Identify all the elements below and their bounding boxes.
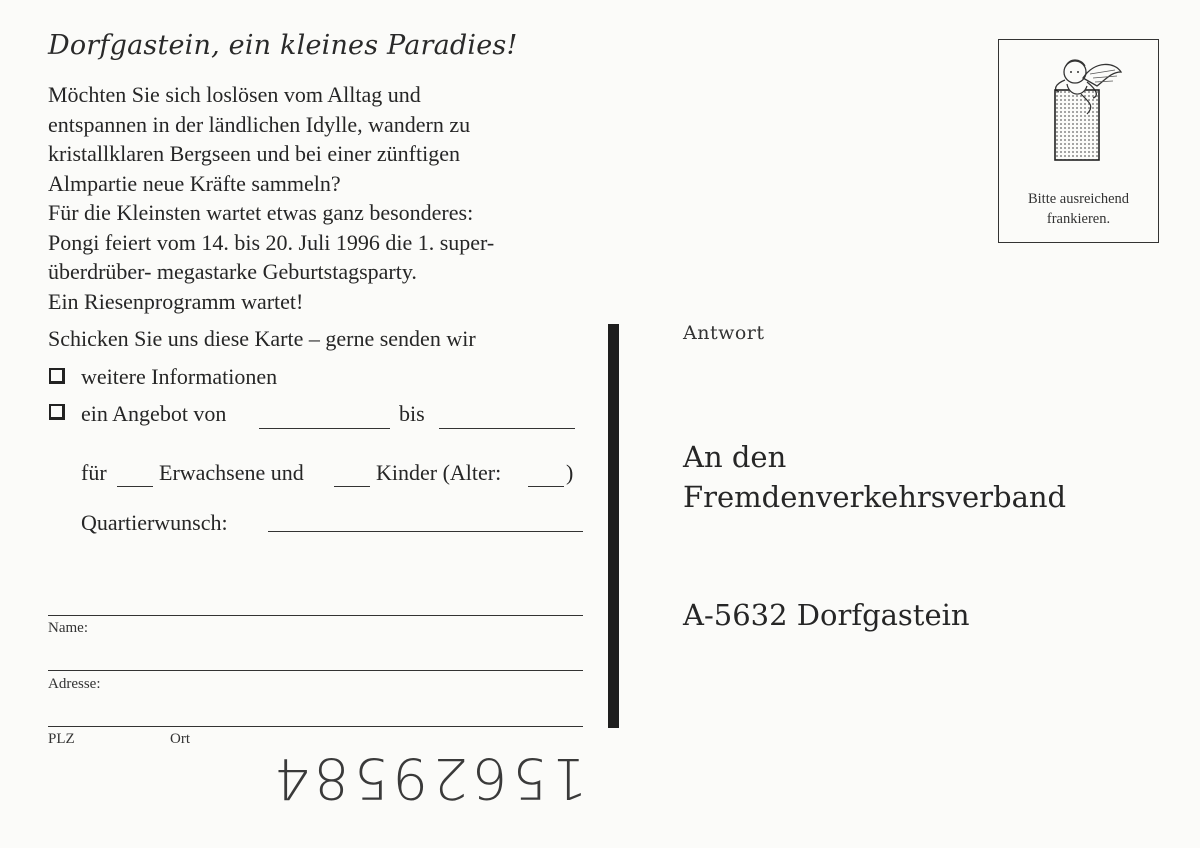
recipient-line-2: Fremdenverkehrsverband <box>683 480 1067 514</box>
info-checkbox[interactable] <box>49 368 65 384</box>
offer-checkbox[interactable] <box>49 404 65 420</box>
stamp-line-2: frankieren. <box>1046 211 1111 227</box>
intro-paragraph <box>48 80 608 316</box>
name-field[interactable] <box>48 615 583 616</box>
card-title: Dorfgastein, ein kleines Paradies! <box>48 30 518 61</box>
intro-line: Pongi feiert vom 14. bis 20. Juli 1996 die 1. super- <box>48 229 495 255</box>
children-label: Kinder (Alter: <box>376 460 502 485</box>
info-option-label: weitere Informationen <box>81 364 278 389</box>
stamp-instruction <box>999 189 1158 229</box>
adults-label: Erwachsene und <box>159 460 304 485</box>
form-prompt: Schicken Sie uns diese Karte – gerne senden wir <box>48 326 476 351</box>
offer-to-field[interactable] <box>439 428 575 429</box>
card-divider <box>608 324 619 728</box>
intro-line: Möchten Sie sich loslösen vom Alltag und <box>48 82 421 107</box>
quartier-field[interactable] <box>268 531 583 532</box>
fuer-label: für <box>81 460 107 485</box>
children-close-paren: ) <box>566 460 574 485</box>
children-count-field[interactable] <box>334 486 370 487</box>
intro-line: Ein Riesenprogramm wartet! <box>48 288 304 314</box>
intro-line: Für die Kleinsten wartet etwas ganz besonderes: <box>48 200 474 225</box>
ort-label: Ort <box>170 731 190 747</box>
intro-line: Almpartie neue Kräfte sammeln? <box>48 170 341 196</box>
intro-line: entspannen in der ländlichen Idylle, wandern zu <box>48 111 471 137</box>
address-field[interactable] <box>48 670 583 671</box>
intro-line: kristallklaren Bergseen und bei einer zünftigen <box>48 141 460 166</box>
stamp-box <box>998 39 1159 243</box>
recipient-line-1: An den <box>683 440 787 474</box>
quartier-label: Quartierwunsch: <box>81 510 228 535</box>
cherub-icon <box>1035 50 1125 165</box>
children-age-field[interactable] <box>528 486 564 487</box>
plz-ort-field[interactable] <box>48 726 583 727</box>
name-label: Name: <box>48 620 88 636</box>
stamp-line-1: Bitte ausreichend <box>1027 191 1130 207</box>
offer-bis-label: bis <box>399 401 425 426</box>
recipient-postcode-city: A-5632 Dorfgastein <box>683 598 970 632</box>
offer-from-field[interactable] <box>259 428 390 429</box>
plz-label: PLZ <box>48 731 75 747</box>
handwritten-number: 15629584 <box>270 745 588 810</box>
reply-label: Antwort <box>683 322 765 344</box>
intro-line: überdrüber- megastarke Geburtstagsparty. <box>48 259 417 284</box>
offer-option-label: ein Angebot von <box>81 401 227 426</box>
address-label: Adresse: <box>48 676 101 692</box>
adults-count-field[interactable] <box>117 486 153 487</box>
